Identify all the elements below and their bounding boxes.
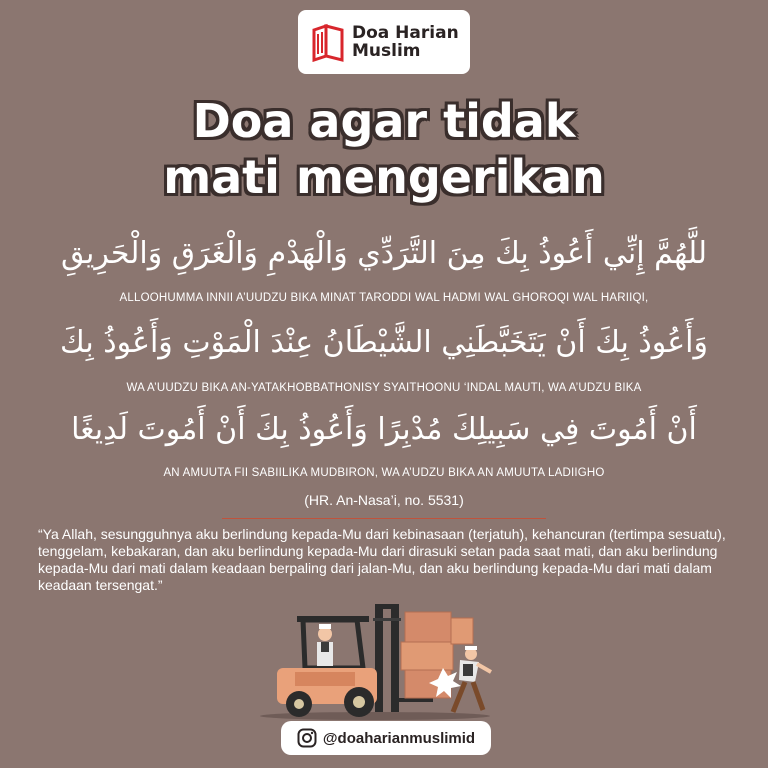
arabic-line-1: للَّهُمَّ إِنِّي أَعُوذُ بِكَ مِنَ التَّرَدِّي وَالْهَدْمِ وَالْغَرَقِ وَالْحَرِيقِ bbox=[60, 236, 708, 271]
arabic-line-2: وَأَعُوذُ بِكَ أَنْ يَتَخَبَّطَنِي الشَّيْطَانُ عِنْدَ الْمَوْتِ وَأَعُوذُ بِكَ bbox=[60, 325, 708, 360]
instagram-icon bbox=[297, 728, 317, 748]
book-icon bbox=[310, 22, 346, 62]
brand-logo bbox=[298, 10, 470, 74]
latin-line-2: WA A’UUDZU BIKA AN-YATAKHOBBATHONISY SYAITHOONU ‘INDAL MAUTI, WA A’UDZU BIKA bbox=[126, 382, 642, 394]
translation-text: “Ya Allah, sesungguhnya aku berlindung kepada-Mu dari kebinasaan (terjatuh), kehancuran (tertimpa sesuatu), tenggelam, kebakaran, dan aku berlindung kepada-Mu dari dirasuki setan pada saat mati, dan aku berlindung kepada-Mu dari mati dalam keadaan berpaling dari jalan-Mu, dan aku berlindung kepada-Mu dari mati dalam keadaan tersengat.” bbox=[38, 526, 726, 593]
brand-name-line2: Muslim bbox=[352, 41, 421, 61]
latin-line-1: ALLOOHUMMA INNII A’UUDZU BIKA MINAT TARODDI WAL HADMI WAL GHOROQI WAL HARIIQI, bbox=[119, 292, 649, 304]
title-line1: Doa agar tidak bbox=[192, 94, 576, 148]
hadith-source: (HR. An-Nasa’i, no. 5531) bbox=[304, 492, 464, 508]
title-line2: mati mengerikan bbox=[163, 150, 605, 204]
brand-name-line1: Doa Harian bbox=[352, 23, 459, 43]
social-handle[interactable]: @doaharianmuslimid bbox=[322, 729, 476, 747]
divider bbox=[222, 518, 546, 519]
forklift-accident-illustration bbox=[255, 598, 495, 723]
social-handle-card[interactable] bbox=[281, 721, 491, 755]
latin-line-3: AN AMUUTA FII SABIILIKA MUDBIRON, WA A’UDZU BIKA AN AMUUTA LADIIGHO bbox=[163, 467, 605, 479]
arabic-line-3: أَنْ أَمُوتَ فِي سَبِيلِكَ مُدْبِرًا وَأَعُوذُ بِكَ أَنْ أَمُوتَ لَدِيغًا bbox=[71, 412, 697, 447]
